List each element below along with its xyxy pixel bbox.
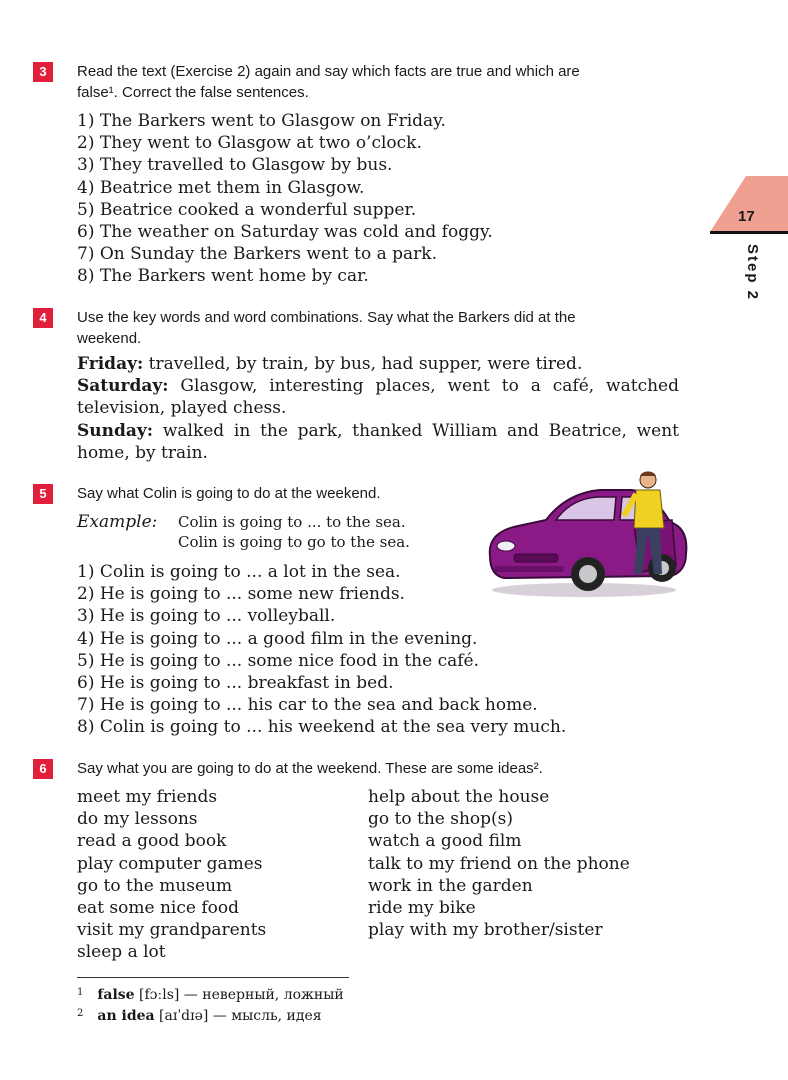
exercise-3-list [77, 110, 493, 288]
list-item: 5) Beatrice cooked a wonderful supper. [77, 199, 417, 220]
list-item: 6) He is going to ... breakfast in bed. [77, 672, 394, 693]
footnote-text: [fɔːls] — неверный, ложный [134, 987, 344, 1003]
footnote-word: an idea [97, 1008, 155, 1024]
car-illustration-icon [484, 470, 690, 600]
footnote-2 [77, 1008, 322, 1024]
saturday-label: Saturday: [77, 376, 169, 397]
list-item: work in the garden [368, 875, 533, 896]
saturday-text: Glasgow, interesting places, went to a café, watched television, played chess. [77, 376, 679, 419]
ideas-right-column [368, 786, 630, 941]
exercise-3-instruction [77, 61, 682, 103]
list-item: 3) They travelled to Glasgow by bus. [77, 155, 393, 176]
exercise-4-number: 4 [33, 308, 53, 328]
list-item: 1) The Barkers went to Glasgow on Friday. [77, 111, 446, 131]
page-number: 17 [738, 208, 755, 225]
friday-keywords [77, 353, 679, 375]
step-label: Step 2 [744, 244, 761, 302]
list-item: go to the museum [77, 875, 233, 896]
page-rule [710, 231, 788, 234]
list-item: do my lessons [77, 809, 198, 830]
example-label: Example: [77, 512, 158, 532]
list-item: watch a good film [368, 831, 522, 852]
exercise-3-number: 3 [33, 62, 53, 82]
list-item: 8) Colin is going to ... his weekend at the sea very much. [77, 717, 567, 738]
exercise-4-keywords [77, 353, 679, 464]
footnote-word: false [97, 987, 135, 1003]
example-line2: Colin is going to go to the sea. [178, 533, 410, 551]
sunday-text: walked in the park, thanked William and Beatrice, went home, by train. [77, 420, 679, 463]
ideas-left-column [77, 786, 266, 964]
sunday-label: Sunday: [77, 420, 154, 441]
example-line1: Colin is going to ... to the sea. [178, 513, 406, 531]
exercise-6-number: 6 [33, 759, 53, 779]
exercise-4-instruction [77, 307, 682, 349]
exercise-5-number: 5 [33, 484, 53, 504]
exercise-4-instruction-line2: weekend. [77, 330, 142, 347]
list-item: read a good book [77, 831, 227, 852]
list-item: eat some nice food [77, 897, 239, 918]
list-item: 4) He is going to ... a good film in the evening. [77, 628, 478, 649]
list-item: 4) Beatrice met them in Glasgow. [77, 177, 365, 198]
exercise-6-instruction: Say what you are going to do at the weekend. These are some ideas². [77, 760, 543, 777]
friday-label: Friday: [77, 354, 144, 374]
list-item: meet my friends [77, 787, 218, 807]
list-item: 5) He is going to ... some nice food in the café. [77, 650, 479, 671]
list-item: visit my grandparents [77, 920, 267, 941]
exercise-3-instruction-line2: false¹. Correct the false sentences. [77, 84, 309, 101]
list-item: 3) He is going to ... volleyball. [77, 606, 336, 627]
friday-text: travelled, by train, by bus, had supper, were tired. [143, 354, 583, 374]
sunday-keywords [77, 420, 679, 464]
list-item: 6) The weather on Saturday was cold and foggy. [77, 221, 493, 242]
footnote-mark: 1 [77, 987, 84, 998]
list-item: sleep a lot [77, 942, 166, 963]
list-item: go to the shop(s) [368, 809, 514, 830]
list-item: 7) He is going to ... his car to the sea and back home. [77, 695, 538, 716]
saturday-keywords [77, 375, 679, 419]
list-item: 1) Colin is going to ... a lot in the sea. [77, 562, 401, 582]
footnote-mark: 2 [77, 1008, 84, 1019]
list-item: help about the house [368, 787, 550, 807]
list-item: 2) They went to Glasgow at two o’clock. [77, 133, 422, 154]
footnote-1 [77, 987, 344, 1003]
list-item: 7) On Sunday the Barkers went to a park. [77, 244, 437, 265]
list-item: 2) He is going to ... some new friends. [77, 584, 405, 605]
footnote-divider [77, 977, 349, 978]
list-item: talk to my friend on the phone [368, 853, 630, 874]
exercise-4-instruction-line1: Use the key words and word combinations. Say what the Barkers did at the [77, 309, 576, 326]
exercise-3-instruction-line1: Read the text (Exercise 2) again and say which facts are true and which are [77, 63, 580, 80]
list-item: 8) The Barkers went home by car. [77, 266, 369, 287]
exercise-5-instruction: Say what Colin is going to do at the weekend. [77, 485, 381, 502]
list-item: play with my brother/sister [368, 920, 603, 941]
list-item: ride my bike [368, 897, 476, 918]
footnote-text: [aɪˈdɪə] — мысль, идея [154, 1008, 322, 1024]
list-item: play computer games [77, 853, 263, 874]
